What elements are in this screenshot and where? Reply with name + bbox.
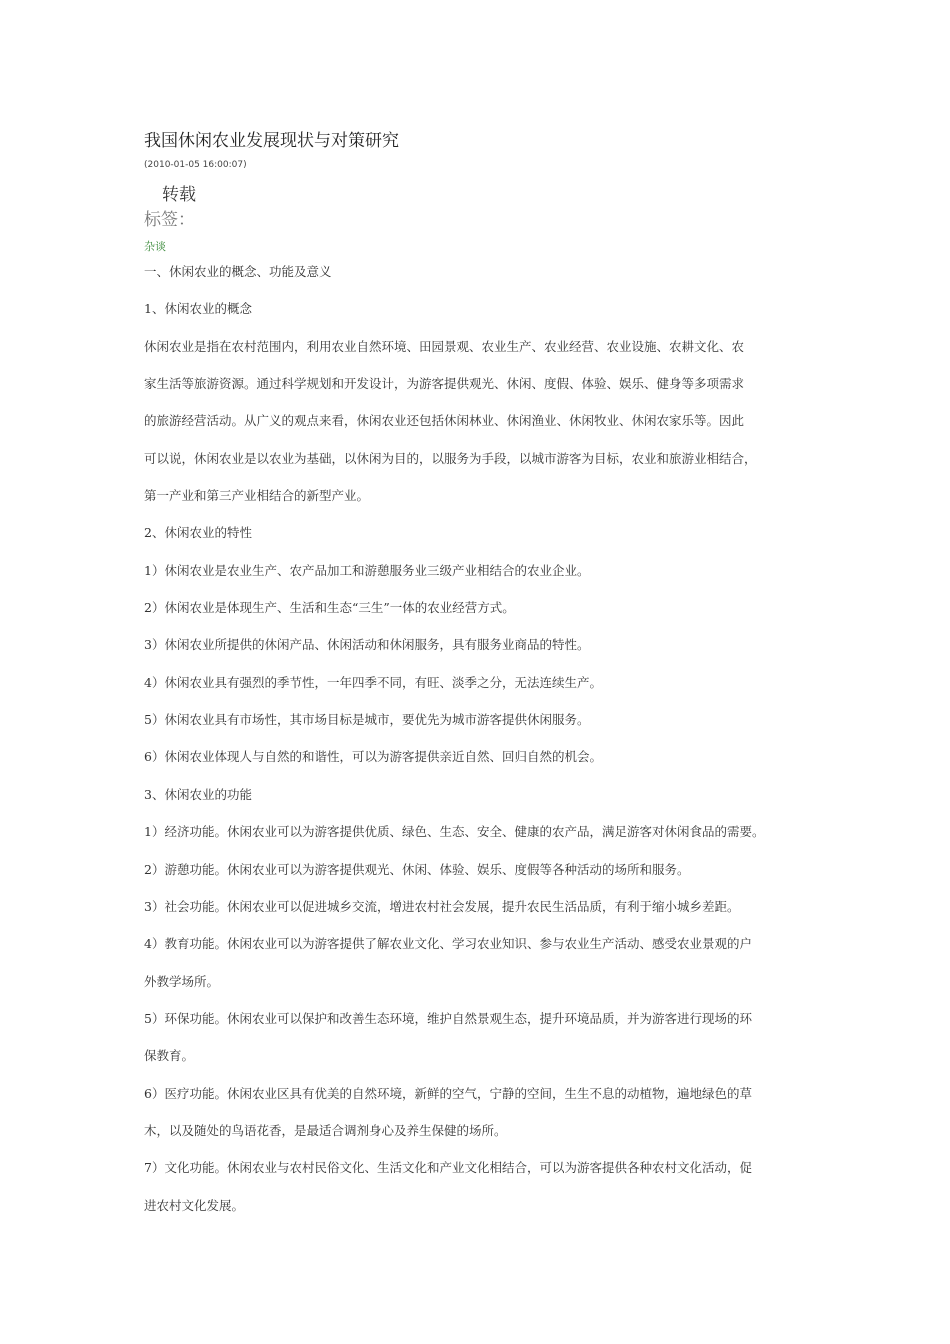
body-line: 木，以及随处的鸟语花香，是最适合调剂身心及养生保健的场所。 <box>144 1122 507 1138</box>
body-line: 1）休闲农业是农业生产、农产品加工和游憩服务业三级产业相结合的农业企业。 <box>144 562 590 578</box>
body-line: 7）文化功能。休闲农业与农村民俗文化、生活文化和产业文化相结合，可以为游客提供各种农村文化活动，促 <box>144 1160 752 1176</box>
body-line: 3）社会功能。休闲农业可以促进城乡交流，增进农村社会发展，提升农民生活品质，有利于缩小城乡差距。 <box>144 898 740 914</box>
body-line: 一、休闲农业的概念、功能及意义 <box>144 264 332 279</box>
body-line: 5）休闲农业具有市场性，其市场目标是城市，要优先为城市游客提供休闲服务。 <box>144 712 590 728</box>
body-line: 2、休闲农业的特性 <box>144 525 252 541</box>
body-line: 1、休闲农业的概念 <box>144 301 252 317</box>
body-line: 2）休闲农业是体现生产、生活和生态“三生”一体的农业经营方式。 <box>144 600 515 616</box>
body-line: 3）休闲农业所提供的休闲产品、休闲活动和休闲服务，具有服务业商品的特性。 <box>144 637 590 653</box>
repost-label: 转载 <box>162 185 196 205</box>
article-date: (2010-01-05 16:00:07) <box>144 160 247 170</box>
tag-link[interactable]: 杂谈 <box>144 240 166 253</box>
body-line: 的旅游经营活动。从广义的观点来看，休闲农业还包括休闲林业、休闲渔业、休闲牧业、休闲农家乐等。因此 <box>144 413 745 429</box>
body-line: 1）经济功能。休闲农业可以为游客提供优质、绿色、生态、安全、健康的农产品，满足游客对休闲食品的需要。 <box>144 824 765 840</box>
body-line: 4）教育功能。休闲农业可以为游客提供了解农业文化、学习农业知识、参与农业生产活动、感受农业景观的户 <box>144 936 752 952</box>
body-line: 外教学场所。 <box>144 973 220 989</box>
body-line: 4）休闲农业具有强烈的季节性，一年四季不同，有旺、淡季之分，无法连续生产。 <box>144 674 602 690</box>
body-line: 可以说，休闲农业是以农业为基础，以休闲为目的，以服务为手段，以城市游客为目标，农业和旅游业相结合， <box>144 450 757 466</box>
body-line: 进农村文化发展。 <box>144 1197 245 1213</box>
body-line: 5）环保功能。休闲农业可以保护和改善生态环境，维护自然景观生态，提升环境品质，并为游客进行现场的环 <box>144 1010 752 1026</box>
body-line: 保教育。 <box>144 1048 195 1064</box>
body-line: 3、休闲农业的功能 <box>144 786 252 802</box>
body-line: 第一产业和第三产业相结合的新型产业。 <box>144 488 370 504</box>
body-line: 家生活等旅游资源。通过科学规划和开发设计，为游客提供观光、休闲、度假、体验、娱乐、健身等多项需求 <box>144 376 745 392</box>
body-line: 6）医疗功能。休闲农业区具有优美的自然环境，新鲜的空气，宁静的空间，生生不息的动植物，遍地绿色的草 <box>144 1085 752 1101</box>
tags-label: 标签： <box>144 210 195 230</box>
body-line: 2）游憩功能。休闲农业可以为游客提供观光、休闲、体验、娱乐、度假等各种活动的场所和服务。 <box>144 861 690 877</box>
article-title: 我国休闲农业发展现状与对策研究 <box>144 131 399 151</box>
body-line: 休闲农业是指在农村范围内，利用农业自然环境、田园景观、农业生产、农业经营、农业设施、农耕文化、农 <box>144 338 745 354</box>
article-body <box>144 262 824 1233</box>
body-line: 6）休闲农业体现人与自然的和谐性，可以为游客提供亲近自然、回归自然的机会。 <box>144 749 602 765</box>
